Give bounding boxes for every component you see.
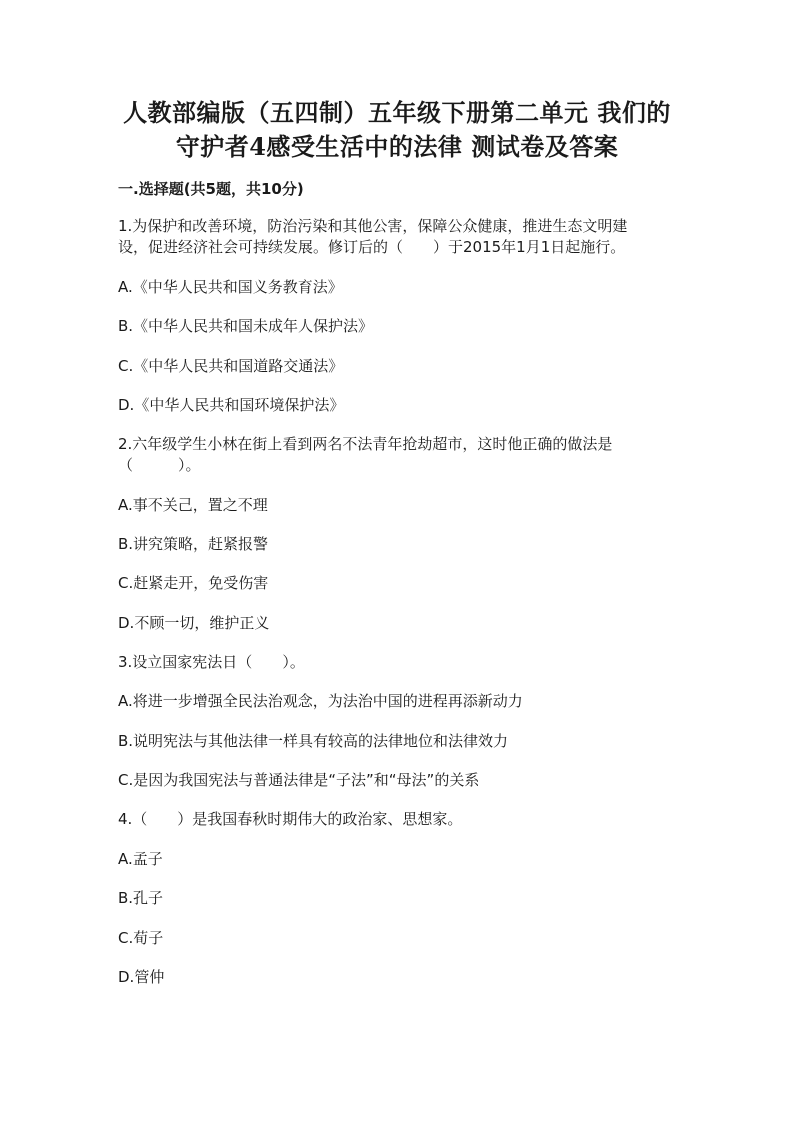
title-line-1: 人教部编版（五四制）五年级下册第二单元 我们的: [123, 98, 671, 127]
question-stem-line: （ ）。: [118, 456, 201, 474]
question-4-option-c: C.荀子: [118, 929, 164, 947]
question-stem-line: 1.为保护和改善环境，防治污染和其他公害，保障公众健康，推进生态文明建: [118, 217, 628, 235]
question-1-option-b: B.《中华人民共和国未成年人保护法》: [118, 317, 374, 335]
question-4-stem: [118, 809, 678, 830]
section-heading: 一.选择题(共5题，共10分): [118, 180, 304, 198]
question-2-option-a: A.事不关己，置之不理: [118, 496, 268, 514]
question-stem-line: 3.设立国家宪法日（ ）。: [118, 653, 305, 671]
page-title: [0, 96, 794, 164]
question-stem-line: 设，促进经济社会可持续发展。修订后的（ ）于2015年1月1日起施行。: [118, 238, 626, 256]
question-2-option-c: C.赶紧走开，免受伤害: [118, 574, 269, 592]
question-1-option-c: C.《中华人民共和国道路交通法》: [118, 357, 344, 375]
question-3-option-b: B.说明宪法与其他法律一样具有较高的法律地位和法律效力: [118, 732, 509, 750]
question-3-option-c: C.是因为我国宪法与普通法律是“子法”和“母法”的关系: [118, 771, 480, 789]
question-stem-line: 2.六年级学生小林在街上看到两名不法青年抢劫超市，这时他正确的做法是: [118, 435, 613, 453]
question-stem-line: 4.（ ）是我国春秋时期伟大的政治家、思想家。: [118, 810, 463, 828]
question-3-option-a: A.将进一步增强全民法治观念，为法治中国的进程再添新动力: [118, 692, 523, 710]
title-line-2: 守护者4感受生活中的法律 测试卷及答案: [175, 132, 619, 161]
question-4-option-d: D.管仲: [118, 968, 165, 986]
question-4-option-a: A.孟子: [118, 850, 163, 868]
question-2-option-d: D.不顾一切，维护正义: [118, 614, 270, 632]
question-2-option-b: B.讲究策略，赶紧报警: [118, 535, 269, 553]
question-1-stem: [118, 216, 678, 258]
question-3-stem: [118, 652, 678, 673]
question-1-option-d: D.《中华人民共和国环境保护法》: [118, 396, 345, 414]
question-4-option-b: B.孔子: [118, 889, 164, 907]
question-1-option-a: A.《中华人民共和国义务教育法》: [118, 278, 343, 296]
question-2-stem: [118, 434, 678, 476]
